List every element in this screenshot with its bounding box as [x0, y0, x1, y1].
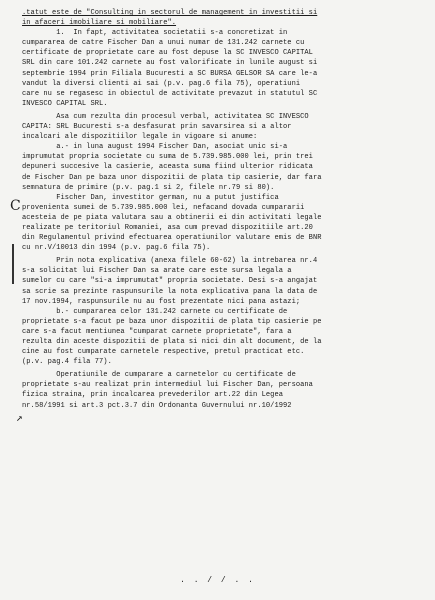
text-line: a.- in luna august 1994 Fischer Dan, asociat unic si-a	[22, 143, 288, 152]
text-line: 1. In fapt, activitatea societatii s-a concretizat in	[22, 29, 288, 38]
text-line: din Regulamentul privind efectuarea operatiunilor valutare emis de BNR	[22, 234, 322, 243]
text-line: b.- cumpararea celor 131.242 carnete cu certificate de	[22, 307, 288, 316]
text-line: .tatut este de "Consulting in sectorul de management in investitii si	[22, 9, 318, 17]
text-line: SRL din care 101.242 carnete au fost valorificate in lunile august si	[22, 59, 318, 68]
text-line: cine au fost cumparate carnetele respective, pretul practicat etc.	[22, 348, 305, 357]
text-line: semnatura de primire (p.v. pag.1 si 2, filele nr.79 si 80).	[22, 183, 275, 192]
text-line: certificate de proprietate care au fost depuse la SC INVESCO CAPITAL	[22, 49, 313, 58]
text-line: sa scrie sa prezinte raspunsurile la nota explicativa pana la data de	[22, 287, 318, 296]
text-line: imprumutat propria societate cu suma de 5.739.985.000 lei, prin trei	[22, 153, 313, 162]
text-line: vandut la diversi clienti ai sai (p.v. pag.6 fila 75), operatiuni	[22, 79, 301, 88]
text-line: care nu se regasesc in obiectul de activitate prevazut in statutul SC	[22, 89, 318, 98]
text-line: depuneri succesive la casierie, aceasta suma fiind ulterior ridicata	[22, 163, 313, 172]
text-line: fizica straina, prin incalcarea prevederilor art.22 din Legea	[22, 391, 284, 400]
text-line: sumelor cu care "si-a imprumutat" propria societate. Desi s-a angajat	[22, 277, 318, 286]
text-line: provenienta sumei de 5.739.985.000 lei, nefacand dovada cumpararii	[22, 203, 305, 212]
text-line: Prin nota explicativa (anexa filele 60-62) la intrebarea nr.4	[22, 257, 318, 266]
text-line: septembrie 1994 prin Filiala Bucuresti a SC BURSA GELSOR SA care le-a	[22, 69, 318, 78]
text-line: realizate pe teritoriul Romaniei, asa cum prevad dispozitiile art.20	[22, 223, 313, 232]
page-footer-mark: . . / / . .	[180, 576, 255, 585]
text-line: de Fischer Dan pe baza unor dispozitii de plata tip casierie, dar fara	[22, 173, 322, 182]
text-line: (p.v. pag.4 fila 77).	[22, 358, 112, 367]
text-line: rezulta din aceste dispozitii de plata si nici din alt document, de la	[22, 338, 322, 346]
document-body	[22, 8, 421, 411]
text-line: s-a solicitat lui Fischer Dan sa arate care este sursa legala a	[22, 267, 292, 276]
text-line: Operatiunile de cumparare a carnetelor cu certificate de	[22, 371, 296, 380]
text-line: cu nr.V/10013 din 1994 (p.v. pag.6 fila 75).	[22, 244, 211, 253]
text-line: in afaceri imobiliare si mobiliare".	[22, 19, 177, 28]
text-line: INVESCO CAPITAL SRL.	[22, 99, 108, 108]
text-line: CAPITA: SRL Bucuresti s-a desfasurat prin savarsirea si a altor	[22, 123, 292, 132]
handwritten-c-mark: C	[10, 198, 21, 214]
text-line: Asa cum rezulta din procesul verbal, activitatea SC INVESCO	[22, 112, 309, 121]
text-line: 17 nov.1994, raspunsurile nu au fost prezentate nici pana astazi;	[22, 297, 301, 306]
text-line: incalcari ale dispozitiilor legale in vigoare si anume:	[22, 133, 258, 142]
text-line: care s-a facut mentiunea "cumparat carnete proprietate", fara a	[22, 327, 292, 336]
text-line: Fischer Dan, investitor german, nu a putut justifica	[22, 193, 279, 202]
text-line: proprietate s-au realizat prin intermediul lui Fischer Dan, persoana	[22, 381, 313, 390]
text-line: proprietate s-a facut pe baza unor dispozitii de plata tip casierie pe	[22, 317, 322, 326]
text-line: nr.58/1991 si art.3 pct.3.7 din Ordonanta Guvernului nr.10/1992	[22, 401, 292, 410]
handwritten-arrow-mark: ↗	[16, 413, 23, 425]
text-line: acesteia de pe piata valutara sau a obtinerii ei din activitati legale	[22, 213, 322, 222]
handwritten-margin-bar	[12, 244, 14, 284]
text-line: cumpararea de catre Fischer Dan a unui numar de 131.242 carnete cu	[22, 39, 305, 48]
